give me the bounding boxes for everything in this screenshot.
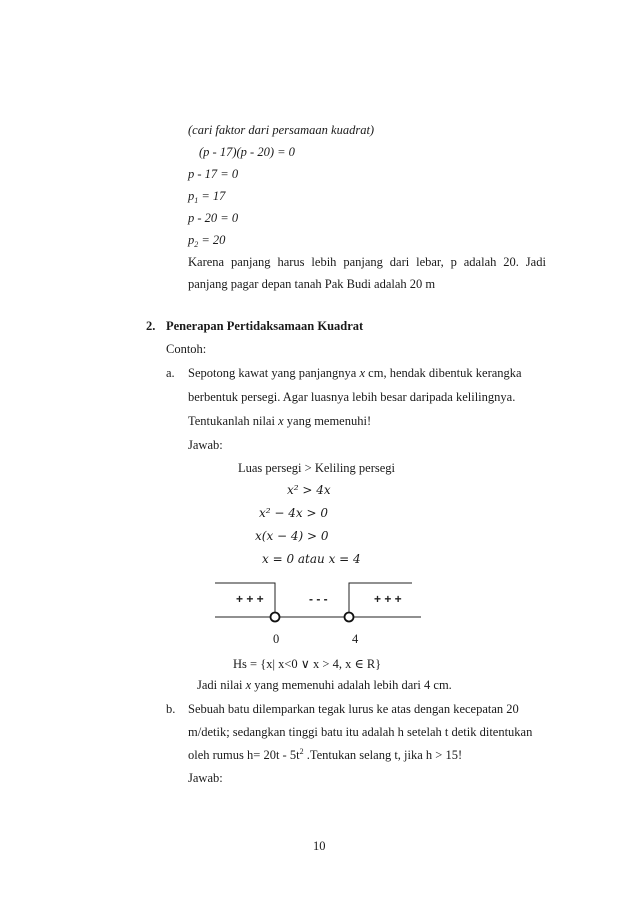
example-a-text-1: Sepotong kawat yang panjangnya x cm, hendak dibentuk kerangka	[188, 366, 522, 380]
example-b-text-2: m/detik; sedangkan tinggi batu itu adalah h setelah t detik ditentukan	[188, 725, 533, 739]
contoh-label: Contoh:	[166, 342, 207, 356]
inequality-3: x(x − 4) > 0	[255, 529, 329, 543]
factor-note: (cari faktor dari persamaan kuadrat)	[188, 123, 375, 137]
open-circle-0	[271, 613, 280, 622]
example-a-label: a.	[166, 366, 175, 380]
sign-middle: - - -	[309, 592, 328, 606]
inequality-1: x² > 4x	[287, 483, 331, 497]
example-b-jawab: Jawab:	[188, 771, 223, 785]
roots-equation: x = 0 atau x = 4	[262, 552, 361, 566]
example-a-text-3: Tentukanlah nilai x yang memenuhi!	[188, 414, 372, 428]
factored-equation: (p - 17)(p - 20) = 0	[199, 145, 295, 159]
example-a-text-2: berbentuk persegi. Agar luasnya lebih besar daripada kelilingnya.	[188, 390, 516, 404]
example-a-jawab: Jawab:	[188, 438, 223, 452]
equation-p-minus-20: p - 20 = 0	[188, 211, 239, 225]
equation-p-minus-17: p - 17 = 0	[188, 167, 239, 181]
section-title: Penerapan Pertidaksamaan Kuadrat	[166, 319, 364, 333]
sign-left: + + +	[236, 592, 264, 606]
inequality-2: x² − 4x > 0	[259, 506, 328, 520]
example-b-label: b.	[166, 702, 176, 716]
conclusion-line-1: Karena panjang harus lebih panjang dari lebar, p adalah 20. Jadi	[188, 255, 546, 269]
example-a-conclusion: Jadi nilai x yang memenuhi adalah lebih dari 4 cm.	[197, 678, 452, 692]
solution-p1: $p_1 = 17$	[188, 189, 226, 205]
section-number: 2.	[146, 319, 156, 333]
inequality-statement: Luas persegi > Keliling persegi	[238, 461, 396, 475]
example-b-text-3: oleh rumus $h= 20t - 5t^2$ .Tentukan selang t, jika h > 15!	[188, 747, 463, 762]
page-number: 10	[313, 839, 326, 853]
example-b-text-1: Sebuah batu dilemparkan tegak lurus ke atas dengan kecepatan 20	[188, 702, 519, 716]
conclusion-line-2: panjang pagar depan tanah Pak Budi adalah 20 m	[188, 277, 436, 291]
solution-set: Hs = {x| x<0 ∨ x > 4, x ∈ R}	[233, 657, 382, 671]
solution-p2: $p_2 = 20$	[188, 233, 226, 249]
open-circle-4	[345, 613, 354, 622]
label-zero: 0	[273, 632, 280, 646]
sign-right: + + +	[374, 592, 402, 606]
label-four: 4	[352, 632, 359, 646]
